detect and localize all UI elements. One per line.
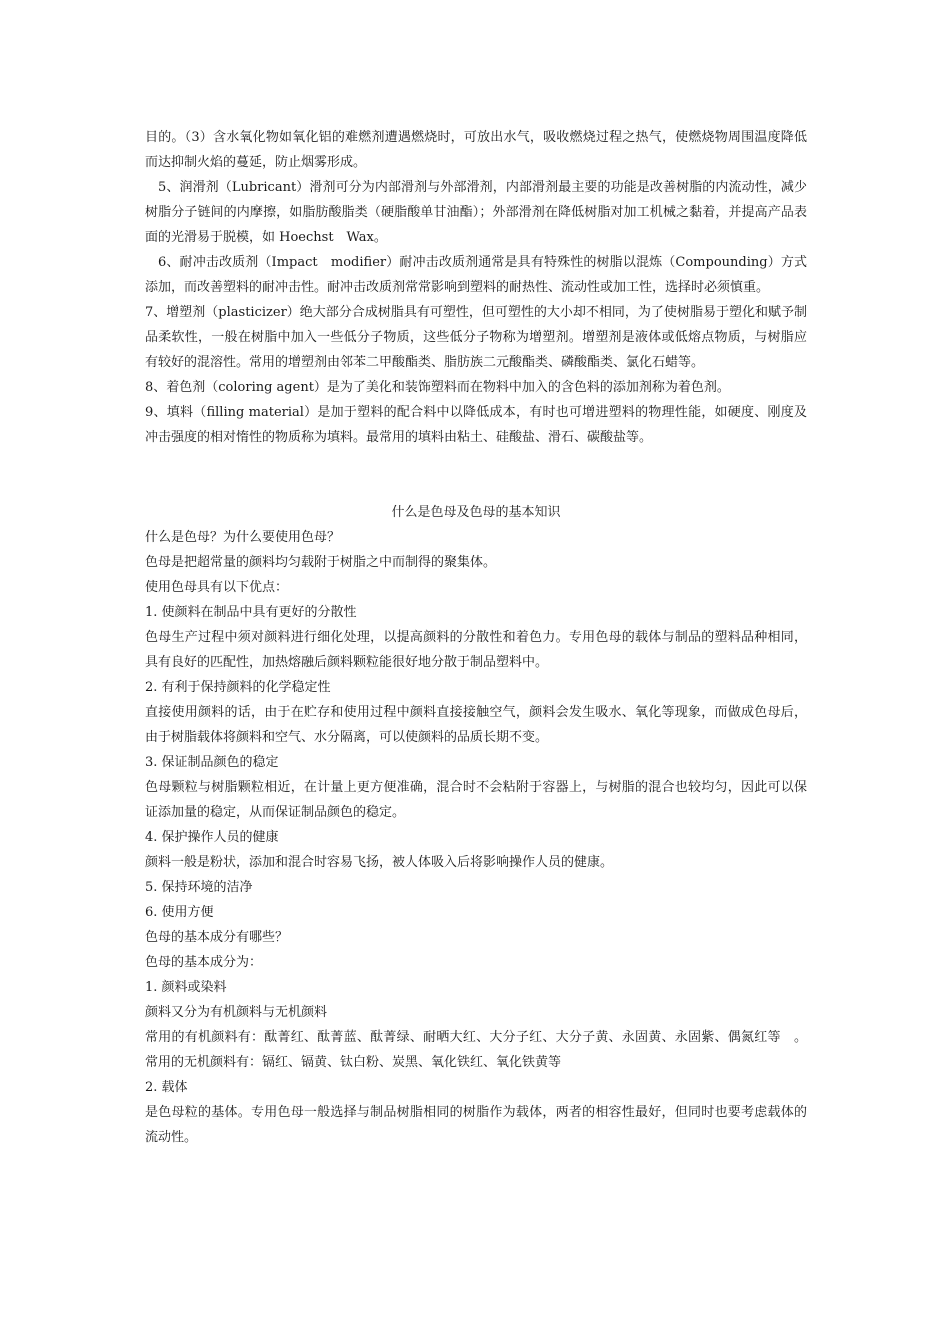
heading-advantage-4: 4. 保护操作人员的健康 (145, 830, 279, 845)
line-components-intro: 色母的基本成分为： (145, 955, 263, 970)
heading-advantage-6: 6. 使用方便 (145, 905, 214, 920)
heading-component-2: 2. 载体 (145, 1080, 188, 1095)
paragraph-lubricant: 5、润滑剂（Lubricant）滑剂可分为内部滑剂与外部滑剂，内部滑剂最主要的功能是改善树脂的内流动性，减少树脂分子链间的内摩擦，如脂肪酸脂类（硬脂酸单甘油酯）；外部滑剂在降低树脂对加工机械之黏着，并提高产品表面的光滑易于脱模，如 Hoechst Wax。 (145, 180, 807, 245)
paragraph-advantage-1: 色母生产过程中须对颜料进行细化处理，以提高颜料的分散性和着色力。专用色母的载体与制品的塑料品种相同，具有良好的匹配性，加热熔融后颜料颗粒能很好地分散于制品塑料中。 (145, 630, 807, 670)
line-question-components: 色母的基本成分有哪些？ (145, 930, 289, 945)
heading-advantage-3: 3. 保证制品颜色的稳定 (145, 755, 279, 770)
paragraph-filling-material: 9、填料（filling material）是加于塑料的配合料中以降低成本，有时也可增进塑料的物理性能，如硬度、刚度及冲击强度的相对惰性的物质称为填料。最常用的填料由粘土、硅酸盐、滑石、碳酸盐等。 (145, 405, 807, 445)
paragraph-flame-retardant-end: 目的。（3）含水氧化物如氧化铝的难燃剂遭遇燃烧时，可放出水气，吸收燃烧过程之热气，使燃烧物周围温度降低而达抑制火焰的蔓延，防止烟雾形成。 (145, 130, 807, 170)
document-page (145, 125, 807, 1150)
heading-component-1: 1. 颜料或染料 (145, 980, 227, 995)
paragraph-carrier: 是色母粒的基体。专用色母一般选择与制品树脂相同的树脂作为载体，两者的相容性最好，但同时也要考虑载体的流动性。 (145, 1105, 807, 1145)
line-question-what-is-masterbatch: 什么是色母？为什么要使用色母？ (145, 530, 341, 545)
heading-advantage-2: 2. 有利于保持颜料的化学稳定性 (145, 680, 331, 695)
paragraph-advantage-4: 颜料一般是粉状，添加和混合时容易飞扬，被人体吸入后将影响操作人员的健康。 (145, 855, 614, 870)
line-masterbatch-definition: 色母是把超常量的颜料均匀载附于树脂之中而制得的聚集体。 (145, 555, 497, 570)
line-pigment-types: 颜料又分为有机颜料与无机颜料 (145, 1005, 328, 1020)
paragraph-coloring-agent: 8、着色剂（coloring agent）是为了美化和装饰塑料而在物料中加入的含色料的添加剂称为着色剂。 (145, 380, 730, 395)
line-advantages-intro: 使用色母具有以下优点： (145, 580, 289, 595)
heading-advantage-5: 5. 保持环境的洁净 (145, 880, 253, 895)
paragraph-common-pigments: 常用的有机颜料有：酞菁红、酞菁蓝、酞菁绿、耐晒大红、大分子红、大分子黄、永固黄、永固紫、偶氮红等 。常用的无机颜料有：镉红、镉黄、钛白粉、炭黑、氧化铁红、氧化铁黄等 (145, 1030, 807, 1070)
paragraph-advantage-3: 色母颗粒与树脂颗粒相近，在计量上更方便准确，混合时不会粘附于容器上，与树脂的混合也较均匀，因此可以保证添加量的稳定，从而保证制品颜色的稳定。 (145, 780, 807, 820)
paragraph-plasticizer: 7、增塑剂（plasticizer）绝大部分合成树脂具有可塑性，但可塑性的大小却不相同，为了使树脂易于塑化和赋予制品柔软性，一般在树脂中加入一些低分子物质，这些低分子物称为增塑剂。增塑剂是液体或低熔点物质，与树脂应有较好的混溶性。常用的增塑剂由邻苯二甲酸酯类、脂肪族二元酸酯类、磷酸酯类、氯化石蜡等。 (145, 305, 807, 370)
section-title: 什么是色母及色母的基本知识 (391, 505, 561, 520)
heading-advantage-1: 1. 使颜料在制品中具有更好的分散性 (145, 605, 357, 620)
paragraph-impact-modifier: 6、耐冲击改质剂（Impact modifier）耐冲击改质剂通常是具有特殊性的树脂以混炼（Compounding）方式添加，而改善塑料的耐冲击性。耐冲击改质剂常常影响到塑料的耐热性、流动性或加工性，选择时必须慎重。 (145, 255, 807, 295)
paragraph-advantage-2: 直接使用颜料的话，由于在贮存和使用过程中颜料直接接触空气，颜料会发生吸水、氧化等现象，而做成色母后，由于树脂载体将颜料和空气、水分隔离，可以使颜料的品质长期不变。 (145, 705, 807, 745)
section-gap (145, 450, 807, 500)
